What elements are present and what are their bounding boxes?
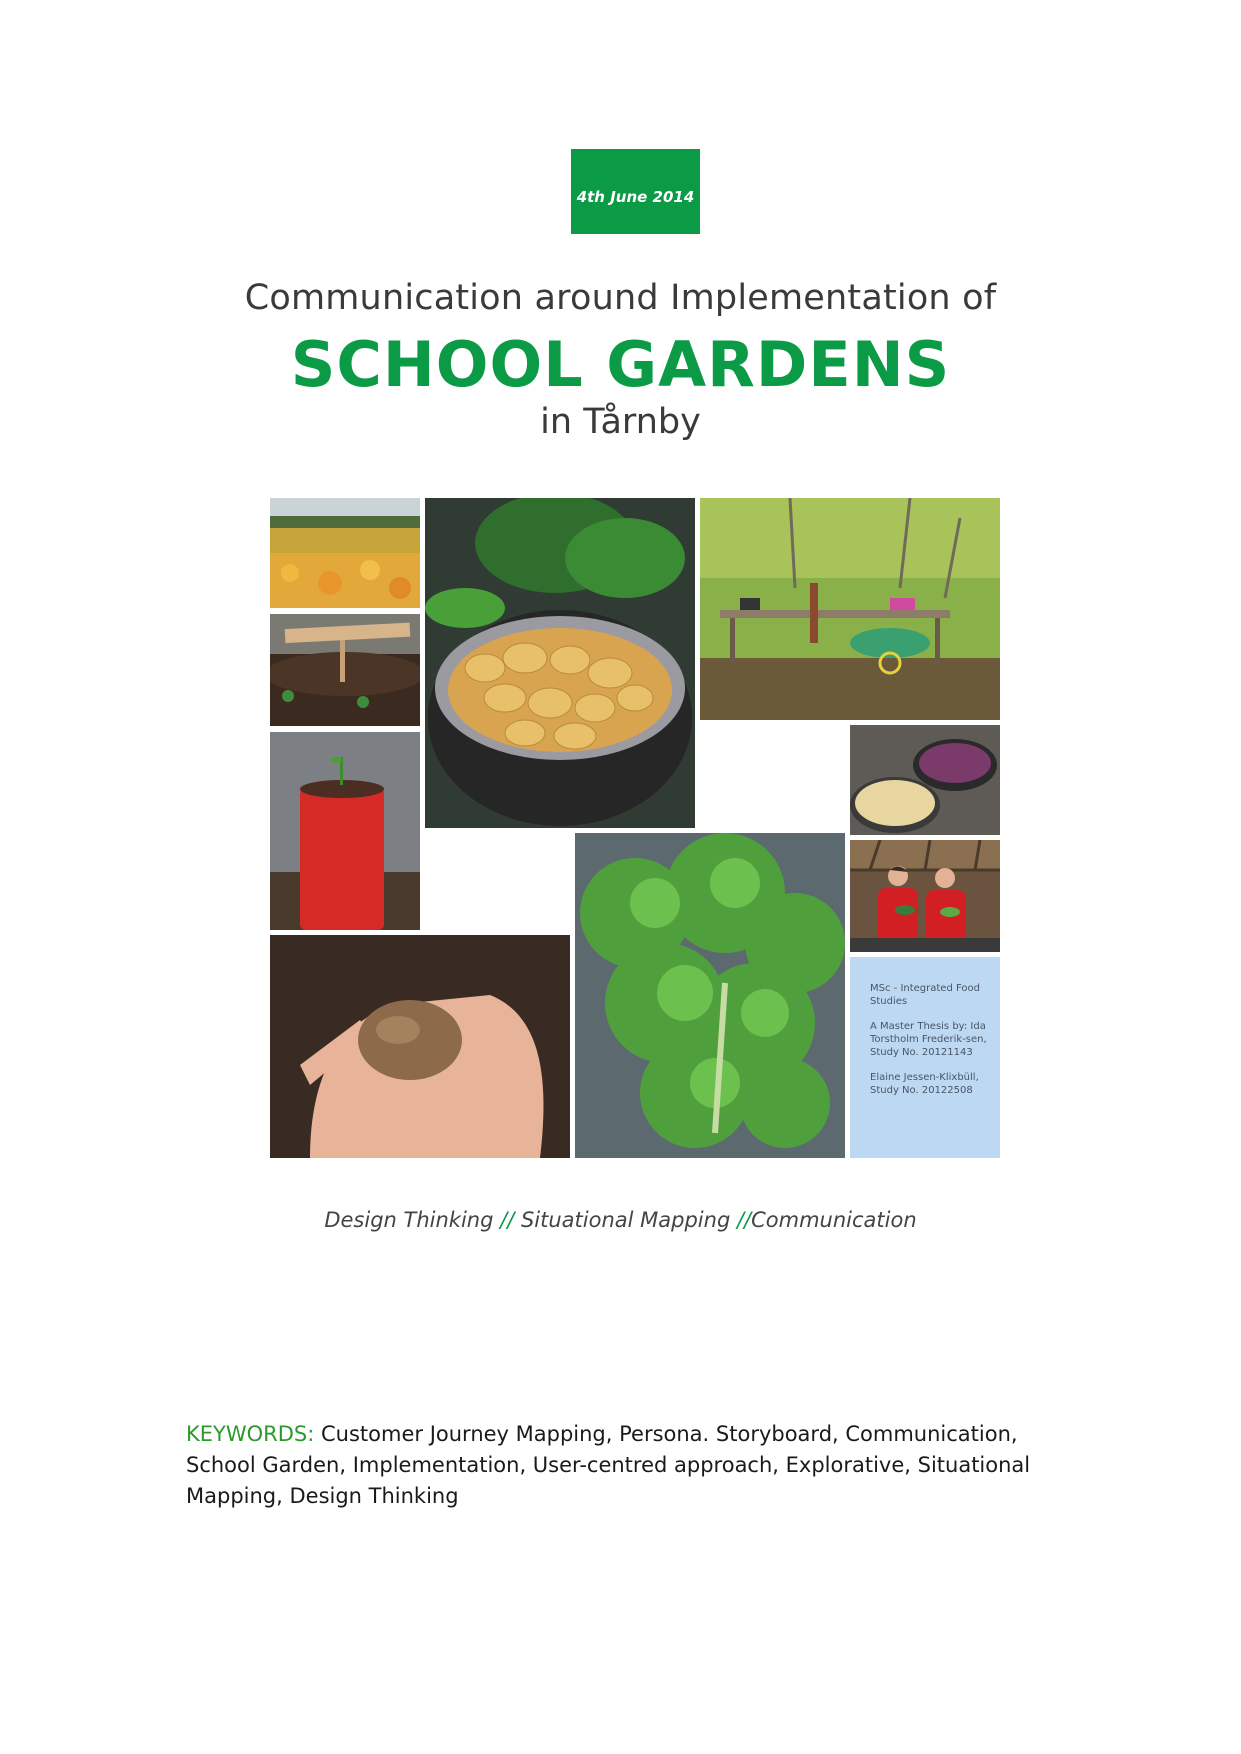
photo-potatoes-pot	[425, 498, 695, 828]
photo-collage	[270, 498, 1000, 1158]
photo-garden-field	[270, 498, 420, 608]
photo-cooking-pans	[850, 725, 1000, 835]
photo-soil-bed	[270, 614, 420, 726]
title-line-3: in Tårnby	[540, 402, 701, 442]
date-badge	[571, 149, 700, 234]
keywords-label: KEYWORDS:	[186, 1422, 315, 1446]
author-1-text: A Master Thesis by: Ida Torstholm Frederik-sen, Study No. 20121143	[870, 1021, 987, 1058]
photo-hand-potato	[270, 935, 570, 1158]
subtitle-situational-mapping: Situational Mapping	[520, 1208, 731, 1232]
photo-two-people	[850, 840, 1000, 952]
author-2-text: Elaine Jessen-Klixbüll, Study No. 20122508	[870, 1072, 979, 1096]
cover-subtitle	[0, 1208, 1241, 1232]
title-main: SCHOOL GARDENS	[290, 328, 951, 401]
thesis-info-panel	[850, 957, 1000, 1158]
date-text: 4th June 2014	[576, 187, 695, 206]
program-text: MSc - Integrated Food Studies	[870, 983, 980, 1007]
photo-outdoor-kitchen	[700, 498, 1000, 720]
photo-red-planter	[270, 732, 420, 930]
keywords-text: Customer Journey Mapping, Persona. Storyboard, Communication, School Garden, Implementation, User-centred approach, Explorative, Situational Mapping, Design Thinking	[186, 1422, 1031, 1508]
photo-kale	[575, 833, 845, 1158]
subtitle-separator: //	[500, 1208, 515, 1232]
keywords-paragraph	[186, 1419, 1086, 1512]
title-line-1: Communication around Implementation of	[244, 278, 997, 318]
subtitle-communication: Communication	[751, 1208, 917, 1232]
subtitle-separator: //	[736, 1208, 752, 1232]
subtitle-design-thinking: Design Thinking	[324, 1208, 494, 1232]
